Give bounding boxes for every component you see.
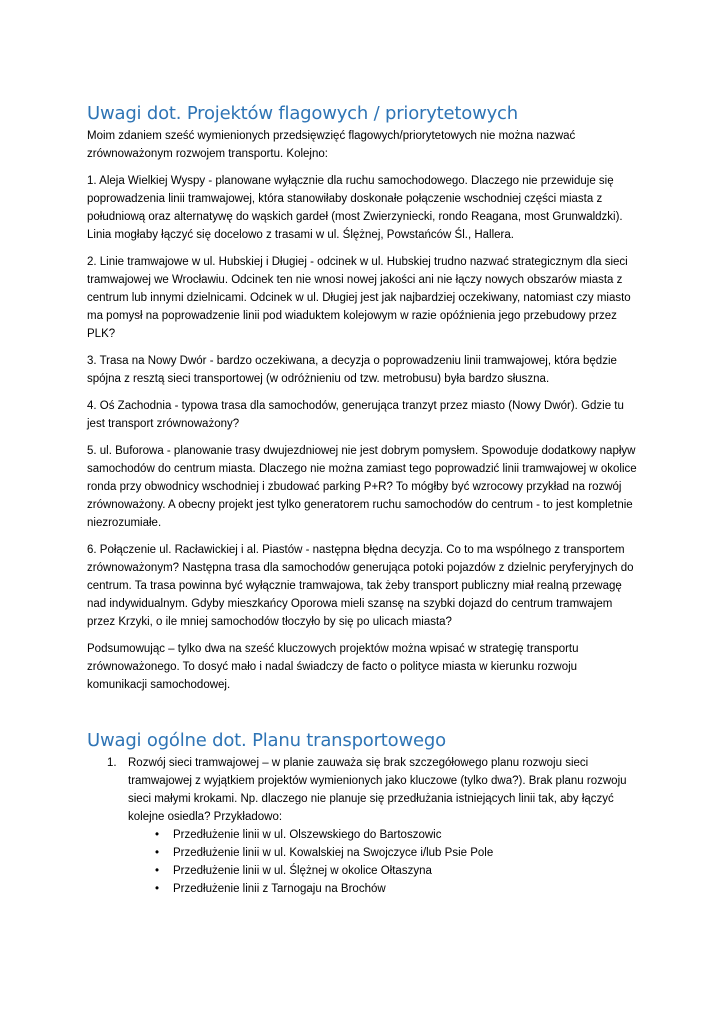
- document-page: [87, 101, 639, 898]
- point-paragraph-5: 5. ul. Buforowa - planowanie trasy dwujezdniowej nie jest dobrym pomysłem. Spowoduje dodatkowy napływ samochodów do centrum miasta. Dlaczego nie można zamiast tego poprowadzić linii tramwajowej w okolice ronda przy obwodnicy wschodniej i zbudować parking P+R? To mógłby być wzrocowy przykład na rozwój zrównoważony. A obecny projekt jest tylko generatorem ruchu samochodów do centrum - to jest kompletnie niezrozumiałe.: [87, 445, 637, 529]
- intro-paragraph: Moim zdaniem sześć wymienionych przedsięwzięć flagowych/priorytetowych nie można nazwać zrównoważonym rozwojem transportu. Kolejno:: [87, 130, 576, 160]
- bullet-icon: •: [155, 829, 160, 841]
- section-heading-general-remarks: Uwagi ogólne dot. Planu transportowego: [87, 730, 446, 751]
- extension-sublist: [128, 826, 639, 898]
- sublist-item: [128, 844, 639, 862]
- bullet-icon: •: [155, 883, 160, 895]
- sublist-item-text: Przedłużenie linii w ul. Kowalskiej na Swojczyce i/lub Psie Pole: [173, 847, 494, 859]
- section-heading-flagship-projects: Uwagi dot. Projektów flagowych / priorytetowych: [87, 103, 518, 124]
- summary-paragraph: Podsumowując – tylko dwa na sześć kluczowych projektów można wpisać w strategię transportu zrównoważonego. To dosyć mało i nadal świadczy de facto o polityce miasta w kierunku rozwoju komunikacji samochodowej.: [87, 643, 579, 691]
- point-paragraph-4: 4. Oś Zachodnia - typowa trasa dla samochodów, generująca tranzyt przez miasto (Nowy Dwór). Gdzie tu jest transport zrównoważony?: [87, 400, 624, 430]
- list-item-text: Rozwój sieci tramwajowej – w planie zauważa się brak szczegółowego planu rozwoju sieci tramwajowej z wyjątkiem projektów wymienionych jako kluczowe (tylko dwa?). Brak planu rozwoju sieci małymi krokami. Np. dlaczego nie planuje się przedłużania istniejących linii tak, aby łączyć kolejne osiedla? Przykładowo:: [128, 757, 627, 823]
- sublist-item-text: Przedłużenie linii w ul. Ślężnej w okolice Ołtaszyna: [173, 865, 432, 877]
- sublist-item: [128, 826, 639, 844]
- list-item: [87, 754, 639, 898]
- point-paragraph-2: 2. Linie tramwajowe w ul. Hubskiej i Długiej - odcinek w ul. Hubskiej trudno nazwać strategicznym dla sieci tramwajowej we Wrocławiu. Odcinek ten nie wnosi nowej jakości ani nie łączy nowych obszarów miasta z centrum lub innymi dzielnicami. Odcinek w ul. Długiej jest jak najbardziej oczekiwany, natomiast czy miasto ma pomysł na poprowadzenie linii pod wiaduktem kolejowym w razie opóźnienia jego przebudowy przez PLK?: [87, 256, 631, 340]
- point-paragraph-3: 3. Trasa na Nowy Dwór - bardzo oczekiwana, a decyzja o poprowadzeniu linii tramwajowej, która będzie spójna z resztą sieci transportowej (w odróżnieniu od tzw. metrobusu) była bardzo słuszna.: [87, 355, 617, 385]
- bullet-icon: •: [155, 865, 160, 877]
- sublist-item: [128, 880, 639, 898]
- sublist-item: [128, 862, 639, 880]
- general-remarks-list: [87, 754, 639, 898]
- sublist-item-text: Przedłużenie linii w ul. Olszewskiego do Bartoszowic: [173, 829, 442, 841]
- bullet-icon: •: [155, 847, 160, 859]
- point-paragraph-6: 6. Połączenie ul. Racławickiej i al. Piastów - następna błędna decyzja. Co to ma wspólnego z transportem zrównoważonym? Następna trasa dla samochodów generująca potoki pojazdów z dzielnic peryferyjnych do centrum. Ta trasa powinna być wyłącznie tramwajowa, tak żeby transport publiczny miał realną przewagę nad indywidualnym. Gdyby mieszkańcy Oporowa mieli szansę na szybki dojazd do centrum tramwajem przez Krzyki, o ile mniej samochodów tłoczyło by się po ulicach miasta?: [87, 544, 634, 628]
- point-paragraph-1: 1. Aleja Wielkiej Wyspy - planowane wyłącznie dla ruchu samochodowego. Dlaczego nie przewiduje się poprowadzenia linii tramwajowej, która stanowiłaby doskonałe połączenie wschodniej części miasta z południową oraz alternatywę do wąskich gardeł (most Zwierzyniecki, rondo Reagana, most Grunwaldzki). Linia mogłaby łączyć się docelowo z trasami w ul. Ślężnej, Powstańców Śl., Hallera.: [87, 175, 623, 241]
- list-item-number: 1.: [107, 757, 117, 769]
- sublist-item-text: Przedłużenie linii z Tarnogaju na Brochów: [173, 883, 386, 895]
